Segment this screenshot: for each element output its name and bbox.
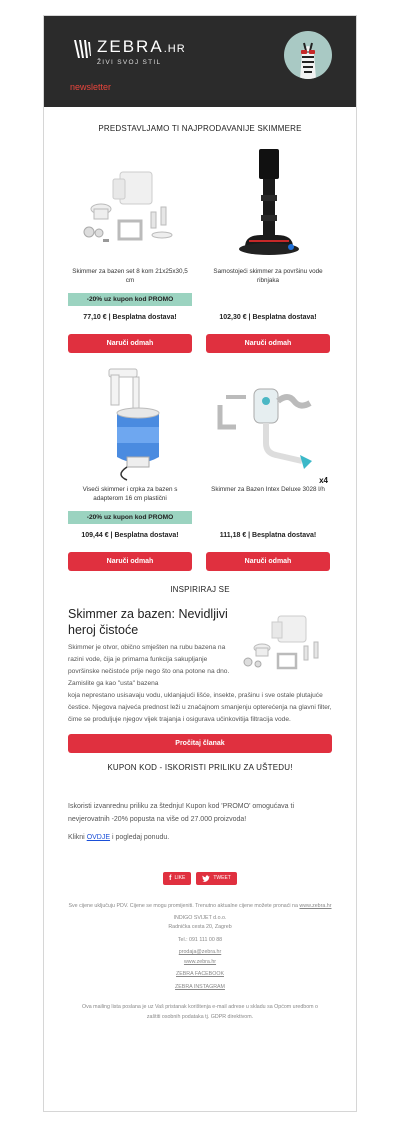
product-name[interactable]: Viseći skimmer i crpka za bazen s adapterom 16 cm plastični [82, 486, 178, 502]
email-link[interactable]: prodaja@zebra.hr [178, 949, 222, 955]
order-now-button[interactable]: Naruči odmah [206, 334, 330, 353]
inspire-title: INSPIRIRAJ SE [170, 585, 230, 594]
tweet-label: TWEET [213, 875, 231, 881]
product-price: 77,10 € | Besplatna dostava! [83, 314, 177, 321]
product-image[interactable] [206, 365, 330, 485]
product-card [68, 365, 192, 571]
brand-tld: .HR [163, 43, 186, 55]
facebook-link[interactable]: ZEBRA FACEBOOK [176, 971, 224, 977]
klikni-label: Klikni [68, 834, 85, 841]
article-image[interactable] [238, 612, 332, 676]
product-name[interactable]: Skimmer za Bazen Intex Deluxe 3028 l/h [211, 486, 325, 493]
logo[interactable] [72, 38, 186, 66]
header [44, 16, 356, 107]
product-price: 102,30 € | Besplatna dostava! [219, 314, 317, 321]
article-body-rest: koja neprestano usisavaju vodu, uklanjajući lišće, insekte, prašinu i sve ostale plutajuće čestice. Njegova najveća prednost leži u značajnom smanjenju opterećenja na glavni filter, čime se produljuje njegov vijek trajanja i osigurava učinkovitija filtracija vode. [68, 692, 332, 723]
product-card [206, 365, 330, 571]
brand-tagline: ŽIVI SVOJ STIL [97, 59, 162, 66]
klikni-suffix: i pogledaj ponudu. [111, 834, 170, 841]
footer [44, 902, 356, 1022]
product-name[interactable]: Samostojeći skimmer za površinu vode ribnjaka [213, 268, 323, 284]
product-image[interactable] [68, 365, 192, 485]
product-price: 109,44 € | Besplatna dostava! [81, 532, 179, 539]
vat-note: Sve cijene uključuju PDV. Cijene se mogu promijeniti. Trenutno aktualne cijene možete pronaći na [68, 903, 298, 909]
facebook-like-button[interactable] [163, 872, 191, 885]
company-name: INDIGO SVIJET d.o.o. [173, 914, 227, 921]
company-address: Radnička cesta 20, Zagreb [168, 924, 232, 930]
product-price: 111,18 € | Besplatna dostava! [219, 532, 317, 539]
like-label: LIKE [174, 875, 186, 881]
coupon-cta [44, 834, 356, 841]
facebook-icon: f [169, 875, 172, 882]
article-title[interactable]: Skimmer za bazen: Nevidljivi heroj čistoće [68, 607, 228, 637]
order-now-button[interactable]: Naruči odmah [68, 334, 192, 353]
quantity-badge: x4 [319, 476, 328, 485]
order-now-button[interactable]: Naruči odmah [206, 552, 330, 571]
instagram-link[interactable]: ZEBRA INSTAGRAM [175, 983, 225, 990]
ovdje-link[interactable]: OVDJE [86, 834, 111, 841]
product-name[interactable]: Skimmer za bazen set 8 kom 21x25x30,5 cm [72, 268, 188, 284]
product-image[interactable] [68, 147, 192, 267]
gdpr-note: Ova mailing lista poslana je uz Vaš pristanak korištenja e-mail adrese u skladu sa Općom uredbom o zaštiti osobnih podataka tj. GDPR direktivom. [81, 1004, 319, 1020]
email-container [43, 15, 357, 1112]
brand-name: ZEBRA [97, 37, 164, 56]
social-buttons [44, 872, 356, 885]
company-phone: Tel.: 091 111 00 88 [177, 936, 223, 943]
order-now-button[interactable]: Naruči odmah [68, 552, 192, 571]
zebra-stripes-icon [72, 38, 92, 60]
read-article-button[interactable]: Pročitaj članak [68, 734, 332, 753]
coupon-title: KUPON KOD - ISKORISTI PRILIKU ZA UŠTEDU! [107, 763, 293, 772]
product-card [68, 147, 192, 353]
product-card [206, 147, 330, 353]
coupon-text: Iskoristi izvanrednu priliku za štednju! Kupon kod 'PROMO' omogućava ti nevjerovatnih -20% popusta na više od 27.000 proizvoda! [68, 803, 294, 823]
newsletter-label: newsletter [70, 82, 112, 92]
vat-link[interactable]: www.zebra.hr [299, 903, 332, 909]
twitter-tweet-button[interactable] [196, 872, 237, 885]
website-link[interactable]: www.zebra.hr [183, 958, 217, 965]
article-section [44, 606, 356, 726]
bestsellers-title: PREDSTAVLJAMO TI NAJPRODAVANIJE SKIMMERE [98, 124, 302, 133]
product-image[interactable] [206, 147, 330, 267]
promo-badge: -20% uz kupon kod PROMO [68, 511, 192, 524]
zebra-mascot-image [284, 31, 332, 79]
twitter-icon [202, 875, 210, 882]
promo-badge: -20% uz kupon kod PROMO [68, 293, 192, 306]
article-body-intro: Skimmer je otvor, obično smješten na rubu bazena na razini vode, čija je primarna funkcija sakupljanje površinske nečistoće prije nego što ona potone na dno. Zamislite ga kao "usta" bazena [68, 644, 230, 687]
